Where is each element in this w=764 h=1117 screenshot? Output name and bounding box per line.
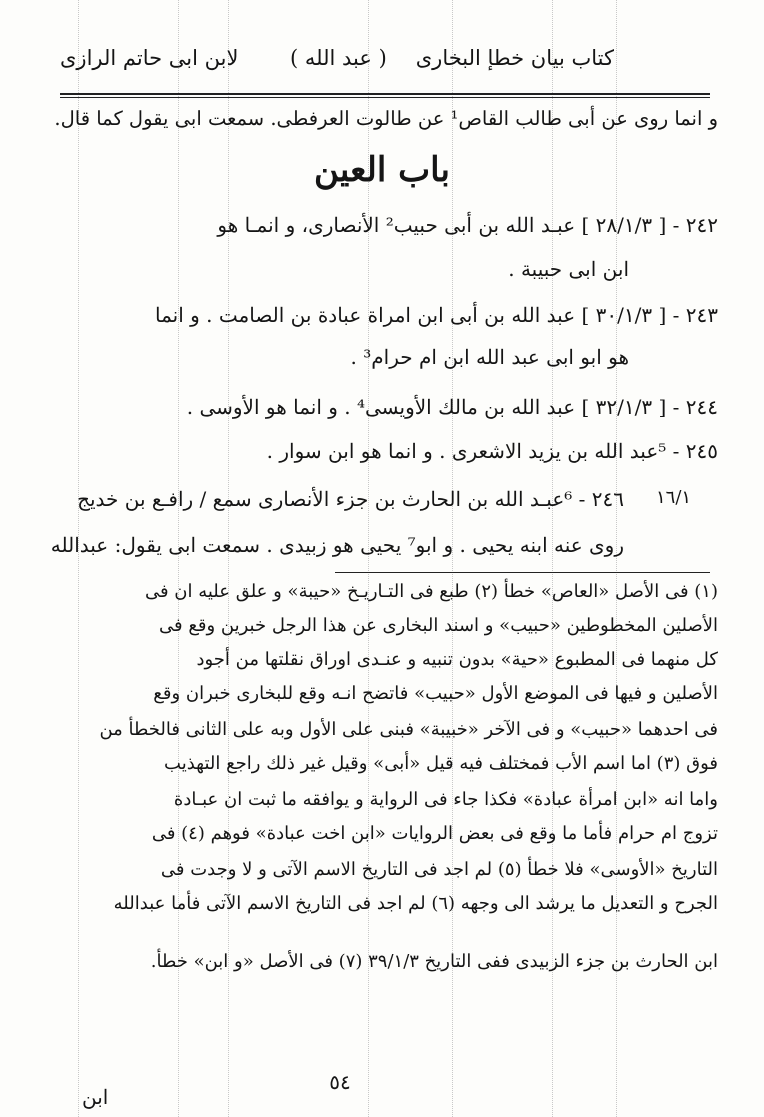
intro-line: و انما روى عن أبى طالب القاص¹ عن طالوت العرفطى. سمعت ابى يقول كما قال. bbox=[54, 107, 718, 130]
margin-reference: ١٦/١ bbox=[656, 487, 692, 508]
entry-246-line2: روى عنه ابنه يحيى . و ابو⁷ يحيى هو زبيدى . سمعت ابى يقول: عبدالله bbox=[50, 533, 624, 557]
footnote-line: الأصلين و فيها فى الموضع الأول «حبيب» فاتضح انـه وقع للبخارى خبران وقع bbox=[153, 683, 718, 704]
chapter-heading: باب العين bbox=[313, 150, 451, 190]
running-header-section: ( عبد الله ) bbox=[290, 46, 387, 70]
entry-243-line2: هو ابو ابى عبد الله ابن ام حرام³ . bbox=[350, 345, 629, 369]
footnote-line: الأصلين المخطوطين «حبيب» و اسند البخارى عن هذا الرجل خبرين وقع فى bbox=[158, 615, 718, 636]
footnote-line: (١) فى الأصل «العاص» خطأ (٢) طبع فى التـاريـخ «حيبة» و علق عليه ان فى bbox=[144, 581, 718, 602]
running-header-title: كتاب بيان خطإ البخارى bbox=[415, 46, 614, 70]
entry-242-line1: ٢٤٢ - [ ٢٨/١/٣ ] عبـد الله بن أبى حبيب² الأنصارى، و انمـا هو bbox=[217, 213, 718, 237]
footnote-line: التاريخ «الأوسى» فلا خطأ (٥) لم اجد فى التاريخ الاسم الآتى و لا وجدت فى bbox=[160, 859, 718, 880]
header-rule bbox=[60, 97, 710, 98]
entry-244-line1: ٢٤٤ - [ ٣٢/١/٣ ] عبد الله بن مالك الأويسى⁴ . و انما هو الأوسى . bbox=[186, 395, 718, 419]
entry-243-line1: ٢٤٣ - [ ٣٠/١/٣ ] عبد الله بن أبى ابن امراة عبادة بن الصامت . و انما bbox=[155, 303, 718, 327]
catchword: ابن bbox=[82, 1085, 109, 1109]
footnote-line: الجرح و التعديل ما يرشد الى وجهه (٦) لم اجد فى التاريخ الاسم الآتى فأما عبدالله bbox=[113, 893, 718, 914]
footnote-line: فوق (٣) اما اسم الأب فمختلف فيه قيل «أبى» وقيل غير ذلك راجع التهذيب bbox=[164, 753, 718, 774]
footnote-line: كل منهما فى المطبوع «حية» بدون تنبيه و عنـدى اوراق نقلتها من أجود bbox=[196, 649, 718, 670]
entry-242-line2: ابن ابى حبيبة . bbox=[508, 257, 629, 281]
footnote-line: فى احدهما «حبيب» و فى الآخر «خبيبة» فبنى على الأول وبه على الثانى فالخطأ من bbox=[99, 719, 718, 740]
header-rule bbox=[60, 93, 710, 95]
page-number: ٥٤ bbox=[329, 1070, 351, 1094]
footnote-line: تزوج ام حرام فأما ما وقع فى بعض الروايات «ابن اخت عبادة» فوهم (٤) فى bbox=[151, 823, 718, 844]
entry-246-line1: ٢٤٦ - ⁶عبـد الله بن الحارث بن جزء الأنصارى سمع / رافـع بن خديج bbox=[77, 487, 624, 511]
footnote-rule bbox=[335, 572, 710, 573]
footnote-line: واما انه «ابن امرأة عبادة» فكذا جاء فى الرواية و يوافقه ما ثبت ان عبـادة bbox=[173, 789, 718, 810]
running-header-author: لابن ابى حاتم الرازى bbox=[60, 46, 239, 70]
entry-245-line1: ٢٤٥ - ⁵عبد الله بن يزيد الاشعرى . و انما هو ابن سوار . bbox=[266, 439, 718, 463]
footnote-line: ابن الحارث بن جزء الزبيدى ففى التاريخ ٣٩/١/٣ (٧) فى الأصل «و ابن» خطأ. bbox=[150, 951, 718, 972]
